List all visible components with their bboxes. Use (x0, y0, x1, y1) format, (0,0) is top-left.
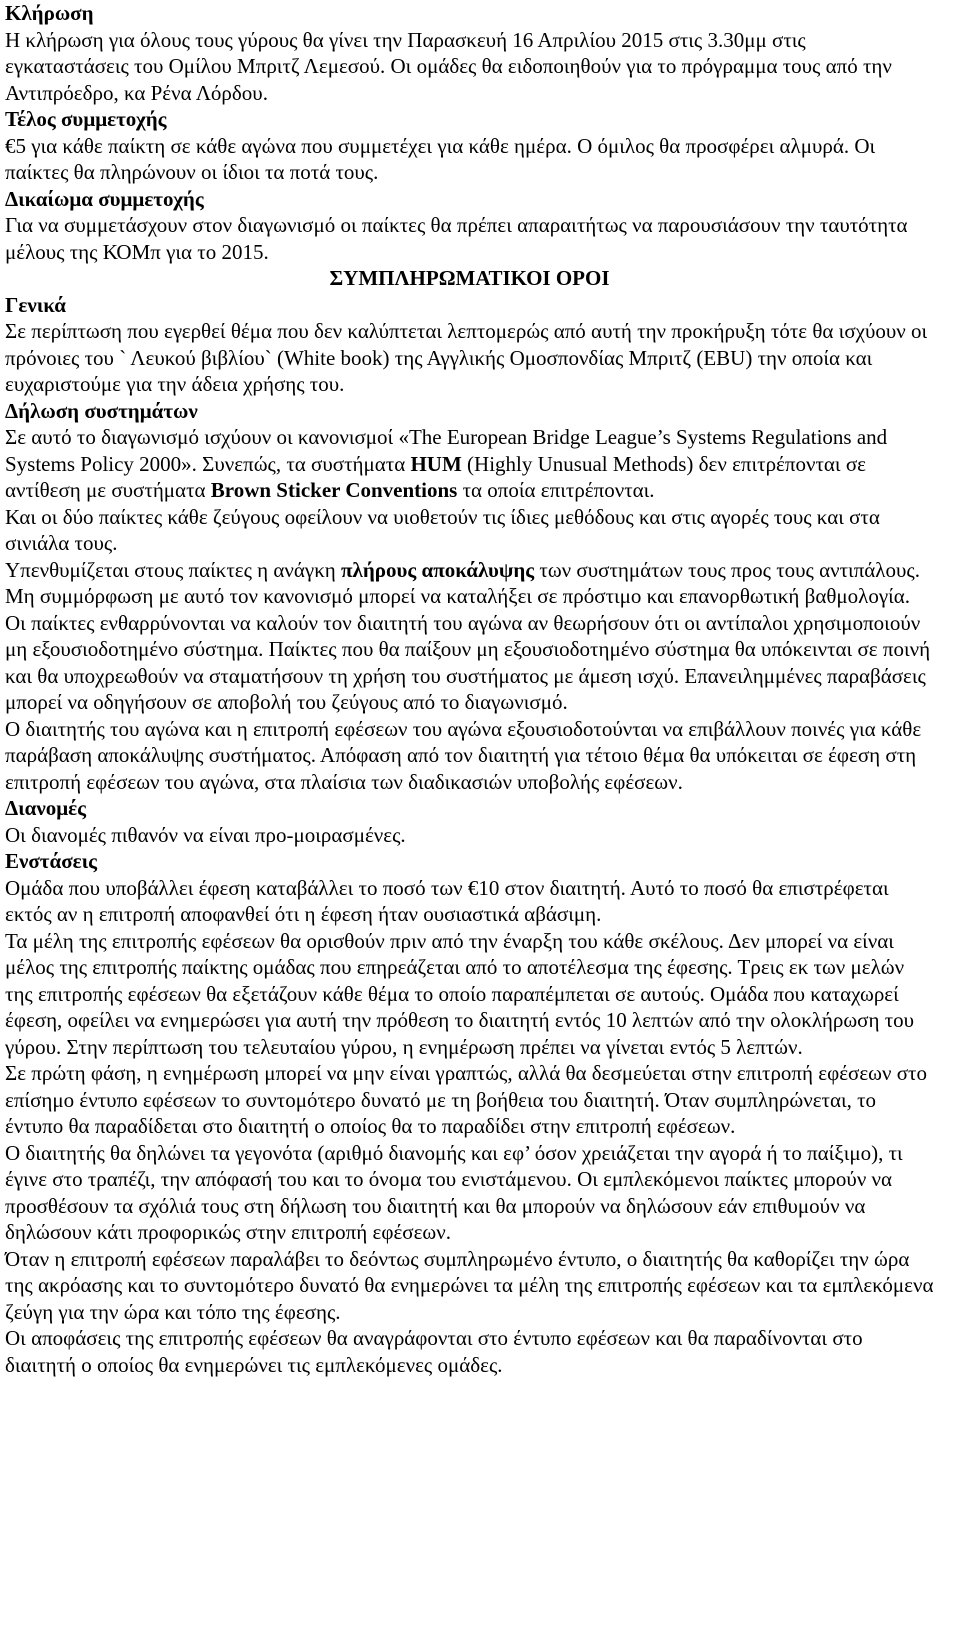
deals-heading: Διανομές (5, 796, 87, 820)
appeals-paragraph-2: Τα μέλη της επιτροπής εφέσεων θα ορισθούν πριν από την έναρξη του κάθε σκέλους. Δεν μπορεί να είναι μέλος της επιτροπής παίκτης ομάδας που επηρεάζεται από το αποτέλεσμα της έφεσης. Τρεις εκ των μελών της επιτροπής εφέσεων θα εξετάζουν κάθε θέμα το οποίο παραπέμπεται σε αυτούς. Ομάδα που καταχωρεί έφεση, οφείλει να ενημερώσει για αυτή την πρόθεση το διαιτητή εντός 10 λεπτών από την ολοκλήρωση του γύρου. Στην περίπτωση του τελευταίου γύρου, η ενημέρωση πρέπει να γίνεται εντός 5 λεπτών. (5, 928, 915, 1059)
deals-text: Οι διανομές πιθανόν να είναι προ-μοιρασμένες. (5, 822, 406, 847)
systems-p3-text-c: των συστημάτων τους προς τους αντιπάλους. Μη συμμόρφωση με αυτό τον κανονισμό μπορεί να καταλήξει σε πρόστιμο και επανορθωτική βαθμολογία. (5, 557, 920, 608)
general-heading: Γενικά (5, 292, 67, 317)
systems-p1-text-e: τα οποία επιτρέπονται. (457, 478, 655, 502)
appeals-paragraph-4: Ο διαιτητής θα δηλώνει τα γεγονότα (αριθμό διανομής και εφ’ όσον χρειάζεται την αγορά ή το παίξιμο), τι έγινε στο τραπέζι, την απόφασή του και το όνομα του ενιστάμενου. Οι εμπλεκόμενοι παίκτες μπορούν να προσθέσουν τα σχόλιά τους στη δήλωση του διαιτητή και θα μπορούν να δηλώσουν εάν επιθυμούν να δηλώσουν κάτι προφορικώς στην επιτροπή εφέσεων. (5, 1140, 903, 1244)
systems-p1-brown-sticker: Brown Sticker Conventions (210, 478, 458, 502)
appeals-paragraph-5: Όταν η επιτροπή εφέσεων παραλάβει το δεόντως συμπληρωμένο έντυπο, ο διαιτητής θα καθορίζει την ώρα της ακρόασης και το συντομότερο δυνατό θα ενημερώνει τα μέλη της επιτροπής εφέσεων και τα εμπλεκόμενα ζεύγη για την ώρα και τόπο της έφεσης. (5, 1246, 934, 1324)
eligibility-text: Για να συμμετάσχουν στον διαγωνισμό οι παίκτες θα πρέπει απαραιτήτως να παρουσιάσουν την ταυτότητα μέλους της ΚΟΜπ για το 2015. (5, 213, 908, 264)
systems-p1-hum: HUM (410, 451, 462, 476)
draw-heading: Κλήρωση (5, 1, 94, 25)
supplementary-terms-title: ΣΥΜΠΛΗΡΩΜΑΤΙΚΟΙ ΟΡΟΙ (329, 266, 610, 290)
fee-text: €5 για κάθε παίκτη σε κάθε αγώνα που συμμετέχει για κάθε ημέρα. Ο όμιλος θα προσφέρει αλμυρά. Οι παίκτες θα πληρώνουν οι ίδιοι τα ποτά τους. (5, 133, 876, 184)
systems-paragraph-1 (5, 424, 934, 504)
appeals-paragraph-1: Ομάδα που υποβάλλει έφεση καταβάλλει το ποσό των €10 στον διαιτητή. Αυτό το ποσό θα επιστρέφεται εκτός αν η επιτροπή αποφανθεί ότι η έφεση ήταν ουσιαστικά αβάσιμη. (5, 875, 889, 926)
systems-paragraph-5: Ο διαιτητής του αγώνα και η επιτροπή εφέσεων του αγώνα εξουσιοδοτούνται να επιβάλλουν ποινές για κάθε παράβαση αποκάλυψης συστήματος. Απόφαση από τον διαιτητή για τέτοιο θέμα θα υπόκειται σε έφεση στη επιτροπή εφέσεων του αγώνα, στα πλαίσια των διαδικασιών υποβολής εφέσεων. (5, 716, 922, 794)
systems-p1-text-a: Σε αυτό το διαγωνισμό ισχύουν οι κανονισμοί «The European Bridge League’s Systems Regulations and Systems Policy 2000». Συνεπώς, τα συστήματα (5, 425, 888, 476)
systems-heading: Δήλωση συστημάτων (5, 398, 198, 423)
draw-text: Η κλήρωση για όλους τους γύρους θα γίνει την Παρασκευή 16 Απριλίου 2015 στις 3.30μμ στις εγκαταστάσεις του Ομίλου Μπριτζ Λεμεσού. Οι ομάδες θα ειδοποιηθούν για το πρόγραμμα τους από την Αντιπρόεδρο, κα Ρένα Λόρδου. (5, 27, 892, 105)
general-text: Σε περίπτωση που εγερθεί θέμα που δεν καλύπτεται λεπτομερώς από αυτή την προκήρυξη τότε θα ισχύουν οι πρόνοιες του ` Λευκού βιβλίου` (White book) της Αγγλικής Ομοσπονδίας Μπριτζ (EBU) την οποία και ευχαριστούμε για την άδεια χρήσης του. (5, 319, 928, 396)
appeals-paragraph-6: Οι αποφάσεις της επιτροπής εφέσεων θα αναγράφονται στο έντυπο εφέσεων και θα παραδίνονται στο διαιτητή ο οποίος θα ενημερώνει τις εμπλεκόμενες ομάδες. (5, 1326, 863, 1377)
appeals-heading: Ενστάσεις (5, 849, 97, 873)
systems-p1-text-c: (Highly Unusual Methods) δεν επιτρέπονται σε αντίθεση με συστήματα (5, 451, 866, 502)
systems-p3-text-a: Υπενθυμίζεται στους παίκτες η ανάγκη (5, 557, 342, 582)
fee-heading: Τέλος συμμετοχής (5, 107, 167, 131)
appeals-paragraph-3: Σε πρώτη φάση, η ενημέρωση μπορεί να μην είναι γραπτώς, αλλά θα δεσμεύεται στην επιτροπή εφέσεων στο επίσημο έντυπο εφέσεων το συντομότερο δυνατό με τη βοήθεια του διαιτητή. Όταν συμπληρώνεται, το έντυπο θα παραδίδεται στο διαιτητή ο οποίος θα το παραδίδει στην επιτροπή εφέσεων. (5, 1061, 927, 1138)
systems-paragraph-3 (5, 557, 934, 610)
systems-paragraph-4: Οι παίκτες ενθαρρύνονται να καλούν τον διαιτητή του αγώνα αν θεωρήσουν ότι οι αντίπαλοι χρησιμοποιούν μη εξουσιοδοτημένο σύστημα. Παίκτες που θα παίξουν μη εξουσιοδοτημένο σύστημα θα υπόκεινται σε ποινή και θα υποχρεωθούν να σταματήσουν τη χρήση του συστήματος με άμεση ισχύ. Επανειλημμένες παραβάσεις μπορεί να οδηγήσουν σε αποβολή του ζεύγους από το διαγωνισμό. (5, 610, 931, 714)
eligibility-heading: Δικαίωμα συμμετοχής (5, 186, 204, 211)
systems-paragraph-2: Και οι δύο παίκτες κάθε ζεύγους οφείλουν να υιοθετούν τις ίδιες μεθόδους και στις αγορές τους και στα σινιάλα τους. (5, 504, 880, 555)
systems-p3-full-disclosure: πλήρους αποκάλυψης (341, 557, 535, 582)
